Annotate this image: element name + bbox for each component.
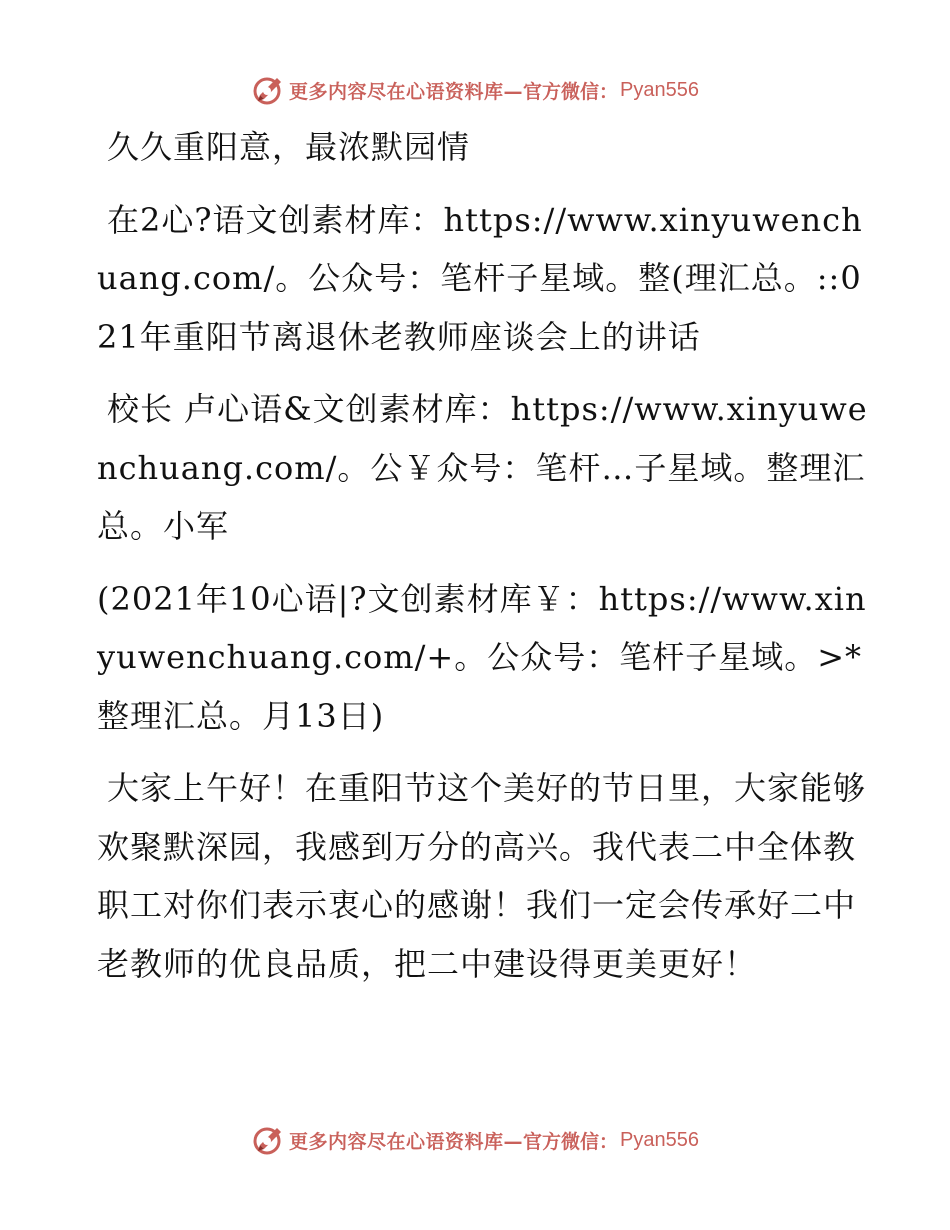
document-body [97,118,877,1007]
banner-wechat-id: Pyan556 [620,1128,699,1151]
paragraph-speaker: 校长 卢心语&文创素材库：https://www.xinyuwenchuang.com/。公￥众号：笔杆…子星域。整理汇总。小军 [97,390,868,545]
banner-text: 更多内容尽在心语资料库— [289,1130,524,1153]
footer-banner [0,1120,950,1160]
banner-wechat-id: Pyan556 [620,78,699,101]
paragraph-date: (2021年10心语|?文创素材库￥：https://www.xinyuwenchuang.com/+。公众号：笔杆子星域。>*整理汇总。月13日) [97,579,867,735]
header-banner [0,70,950,110]
paragraph-source-1: 在2心?语文创素材库：https://www.xinyuwenchuang.com/。公众号：笔杆子星域。整(理汇总。::021年重阳节离退休老教师座谈会上的讲话 [97,200,863,356]
paragraph-speech-body: 大家上午好！在重阳节这个美好的节日里，大家能够欢聚默深园，我感到万分的高兴。我代表二中全体教职工对你们表示衷心的感谢！我们一定会传承好二中老教师的优良品质，把二中建设得更美更好！ [97,769,867,983]
pen-logo-icon [251,73,285,107]
banner-wechat-label: 官方微信： [523,1130,619,1153]
banner-text: 更多内容尽在心语资料库— [289,80,524,103]
doc-title: 久久重阳意，最浓默园情 [107,128,471,166]
pen-logo-icon [251,1123,285,1157]
banner-wechat-label: 官方微信： [523,80,619,103]
